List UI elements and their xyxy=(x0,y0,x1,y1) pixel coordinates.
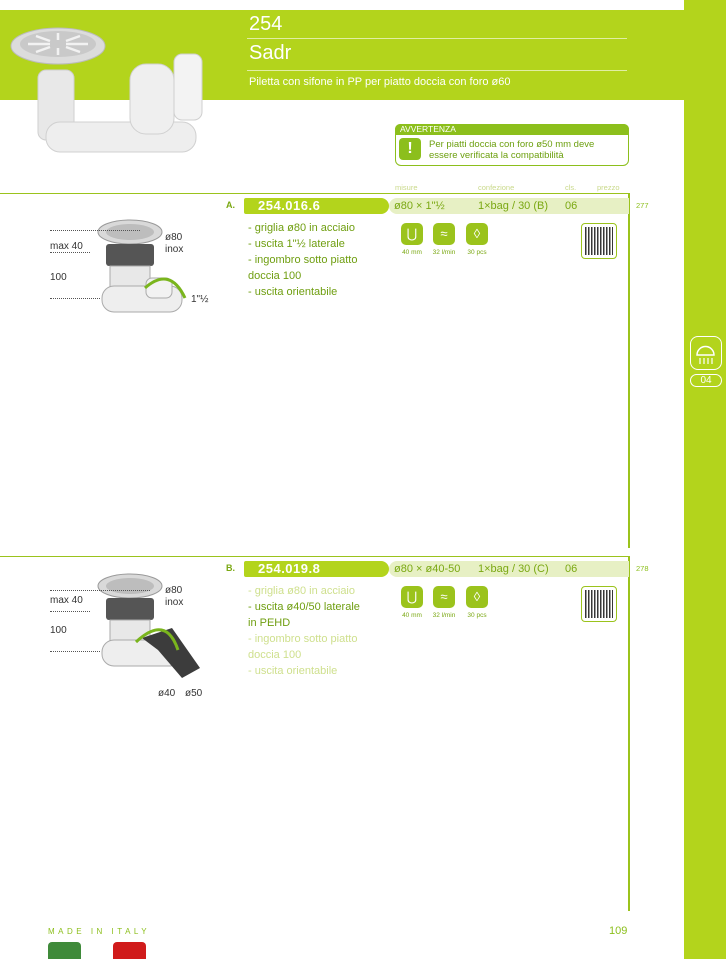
icon-caption: 30 pcs xyxy=(467,249,487,256)
side-strip xyxy=(684,0,726,959)
icon-caption: 40 mm xyxy=(402,249,422,256)
product-misure: ø80 × ø40-50 xyxy=(394,563,461,575)
dim-line xyxy=(50,590,150,591)
page-reference: 277 xyxy=(636,201,649,210)
dim-line xyxy=(50,651,100,652)
qr-code[interactable] xyxy=(581,223,617,259)
dim-label: inox xyxy=(165,244,184,255)
header-divider xyxy=(247,38,627,39)
icon-caption: 32 l/min xyxy=(432,612,456,619)
warning-text: Per piatti doccia con foro ø50 mm deve essere verificata la compatibilità xyxy=(429,139,595,161)
made-in-italy-label: MADE IN ITALY xyxy=(48,927,151,936)
icon-caption: 40 mm xyxy=(402,612,422,619)
column-header-cls: cls. xyxy=(565,183,577,192)
dim-line xyxy=(50,611,90,612)
feature-item: - uscita orientabile xyxy=(248,286,338,298)
icon-caption: 32 l/min xyxy=(432,249,456,256)
dim-label: ø50 xyxy=(185,688,203,699)
technical-drawing xyxy=(40,216,220,326)
feature-item: - ingombro sotto piatto xyxy=(248,633,358,645)
shower-section-tab[interactable] xyxy=(690,336,722,370)
trap-icon: ⋃ xyxy=(401,586,423,608)
column-header-misure: misure xyxy=(395,183,418,192)
dim-label: max 40 xyxy=(50,241,83,252)
qr-code[interactable] xyxy=(581,586,617,622)
feature-list xyxy=(248,583,388,679)
feature-list xyxy=(248,220,388,300)
dim-label: 100 xyxy=(50,625,67,636)
warning-title: AVVERTENZA xyxy=(395,124,629,135)
product-cls: 06 xyxy=(565,563,578,575)
flow-icon: ≈ xyxy=(433,223,455,245)
feature-item: - griglia ø80 in acciaio xyxy=(248,222,355,234)
warning-icon: ! xyxy=(399,138,421,160)
product-letter: B. xyxy=(226,563,235,573)
feature-item: - uscita ø40/50 laterale xyxy=(248,601,360,613)
feature-item: - uscita orientabile xyxy=(248,665,338,677)
dim-label: ø80 xyxy=(165,585,183,596)
bag-icon: ◊ xyxy=(466,586,488,608)
feature-item: - ingombro sotto piatto xyxy=(248,254,358,266)
feature-item: - griglia ø80 in acciaio xyxy=(248,585,355,597)
product-confezione: 1×bag / 30 (B) xyxy=(478,200,549,212)
product-image-drain xyxy=(8,22,208,192)
feature-item: doccia 100 xyxy=(248,270,302,282)
product-cls: 06 xyxy=(565,200,578,212)
product-code: 254.019.8 xyxy=(244,561,389,577)
dim-label: ø80 xyxy=(165,232,183,243)
dim-label: ø40 xyxy=(158,688,176,699)
dim-label: 1"½ xyxy=(191,294,209,305)
column-header-confezione: confezione xyxy=(478,183,515,192)
feature-item: - uscita 1"½ laterale xyxy=(248,238,345,250)
trap-icon: ⋃ xyxy=(401,223,423,245)
product-misure: ø80 × 1"½ xyxy=(394,200,445,212)
flow-icon: ≈ xyxy=(433,586,455,608)
page-number: 109 xyxy=(609,925,628,937)
section-rule xyxy=(628,556,630,911)
bag-icon: ◊ xyxy=(466,223,488,245)
column-header-prezzo: prezzo xyxy=(597,183,620,192)
flag-red xyxy=(113,942,146,959)
feature-item: in PEHD xyxy=(248,617,291,629)
dim-label: max 40 xyxy=(50,595,83,606)
dim-line xyxy=(50,252,90,253)
product-confezione: 1×bag / 30 (C) xyxy=(478,563,549,575)
series-name: Sadr xyxy=(249,42,292,64)
product-code: 254.016.6 xyxy=(244,198,389,214)
feature-item: doccia 100 xyxy=(248,649,302,661)
shower-icon xyxy=(691,337,720,368)
section-rule xyxy=(628,193,630,548)
series-code: 254 xyxy=(249,13,283,35)
dim-line xyxy=(50,230,140,231)
series-description: Piletta con sifone in PP per piatto doccia con foro ø60 xyxy=(249,76,511,88)
page-reference: 278 xyxy=(636,564,649,573)
dim-line xyxy=(50,298,100,299)
section-number[interactable]: 04 xyxy=(690,374,722,387)
dim-label: 100 xyxy=(50,272,67,283)
icon-caption: 30 pcs xyxy=(467,612,487,619)
header-divider xyxy=(247,70,627,71)
technical-drawing xyxy=(40,570,220,690)
product-letter: A. xyxy=(226,200,235,210)
flag-green xyxy=(48,942,81,959)
dim-label: inox xyxy=(165,597,184,608)
section-divider xyxy=(0,193,630,194)
section-divider xyxy=(0,556,630,557)
